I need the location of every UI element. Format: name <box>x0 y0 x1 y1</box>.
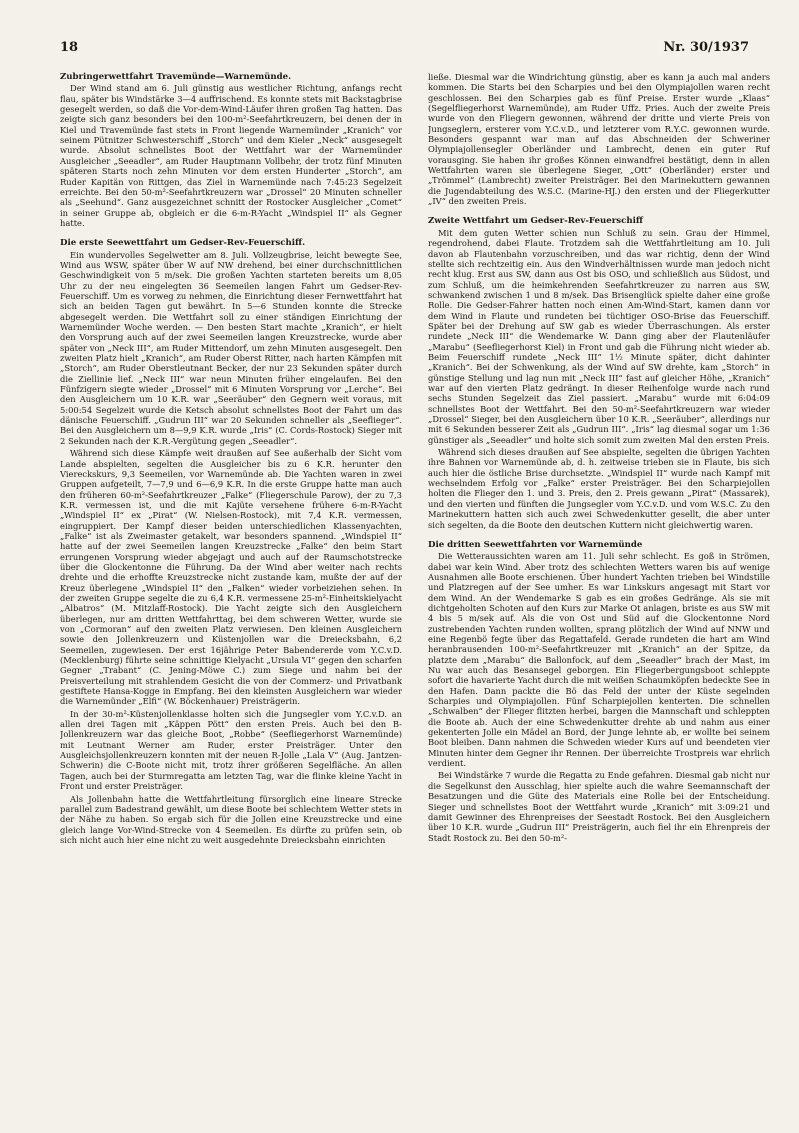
paragraph: Mit dem guten Wetter schien nun Schluß zu sein. Grau der Himmel, regendrohend, dabei Flaute. Trotzdem sah die Wettfahrtleitung am 10. Juli davon ab Flautenbahn vorzuschreiben, und das war richtig, denn der Wind stellte sich rechtzeitig ein. Aus den Windverhältnissen wurde man jedoch nicht recht klug. Erst aus SW, dann aus Ost bis OSO, und schließlich aus Südost, und zum Schluß, um die heimkehrenden Seefahrtkreuzer zu narren aus SW, schwankend zwischen 1 und 8 m/sek. Das Brisenglück spielte daher eine große Rolle. Die Gedser-Fahrer hatten noch einen Am-Wind-Start, kamen dann vor dem Wind in Flaute und rundeten bei tüchtiger OSO-Brise das Feuerschiff. Später bei der Drehung auf SW gab es wieder Überraschungen. Als erster rundete „Neck III“ die Wendemarke W. Dann ging aber der Flautenläufer „Marabu“ (Seefliegerhorst Kiel) in Front und gab die Führung nicht wieder ab. Beim Feuerschiff rundete „Neck III“ 1½ Minute später, dicht dahinter „Kranich“. Bei der Schwenkung, als der Wind auf SW drehte, kam „Storch“ in günstige Stellung und lag nun mit „Neck III“ fast auf gleicher Höhe, „Kranich“ war auf den vierten Platz gedrängt. In dieser Reihenfolge wurde nach rund sechs Stunden Segelzeit das Ziel passiert. „Marabu“ wurde mit 6:04:09 schnellstes Boot der Wettfahrt. Bei den 50-m²-Seefahrtkreuzern war wieder „Drossel“ Sieger, bei den Ausgleichern über 10 K.R. „Seeräuber“, allerdings nur mit 6 Sekunden besserer Zeit als „Gudrun III“. „Iris“ lag diesmal sogar um 1:36 günstiger als „Seeadler“ und holte sich somit zum zweiten Mal den ersten Preis. <box>428 227 770 445</box>
paragraph: Während sich dieses draußen auf See abspielte, segelten die übrigen Yachten ihre Bahnen vor Warnemünde ab, d. h. zeitweise trieben sie in Flaute, bis sich auch hier die östliche Brise durchsetzte. „Windspiel II“ wurde nach Kampf mit wechselndem Erfolg vor „Falke“ erster Preisträger. Bei den Scharpiejollen holten die Flieger den 1. und 3. Preis, den 2. Preis gewann „Pirat“ (Massarek), und den vierten und fünften die Jungsegler vom Y.C.v.D. und vom W.S.C. Zu den Marinekuttern hatten sich auch zwei Schwedenkutter gesellt, die aber unter sich segelten, da die Boote den deutschen Kuttern nicht gleichwertig waren. <box>428 447 770 530</box>
paragraph: Während sich diese Kämpfe weit draußen auf See außerhalb der Sicht vom Lande abspielten, segelten die Ausgleicher bis zu 6 K.R. herunter den Viereckskurs, 9,3 Seemeilen, vor Warnemünde ab. Die Yachten waren in zwei Gruppen aufgeteilt, 7—7,9 und 6—6,9 K.R. In die erste Gruppe hatte man auch den früheren 60-m²-Seefahrtkreuzer „Falke“ (Fliegerschule Parow), der zu 7,3 K.R. vermessen ist, und die mit Kajüte versehene frühere 6-m-R-Yacht „Windspiel II“ ex „Pirat“ (W. Nielsen-Rostock), mit 7,4 K.R. vermessen, eingruppiert. Der Kampf dieser beiden unterschiedlichen Klassenyachten, „Falke“ ist als Zweimaster getakelt, war besonders spannend. „Windspiel II“ hatte auf der zwei Seemeilen langen Kreuzstrecke „Falke“ den beim Start errungenen Vorsprung wieder abgejagt und auch auf der Raumschotstrecke über die Glockentonne die Führung. Da der Wind aber weiter nach rechts drehte und die erhoffte Kreuzstrecke nicht zustande kam, mußte der auf der Kreuz überlegene „Windspiel II“ den „Falken“ wieder vorbeiziehen sehen. In der zweiten Gruppe segelte die zu 6,4 K.R. vermessene 25-m²-Einheitskielyacht „Albatros“ (M. Mitzlaff-Rostock). Die Yacht zeigte sich den Ausgleichern überlegen, nur am dritten Wettfahrttag, bei dem schweren Wetter, wurde sie von „Cormoran“ auf den zweiten Platz verwiesen. Den kleinen Ausgleichern sowie den Jollenkreuzern und Küstenjollen war die Dreiecksbahn, 6,2 Seemeilen, zugewiesen. Der erst 16jährige Peter Babendererde vom Y.C.v.D. (Mecklenburg) führte seine schnittige Kielyacht „Ursula VI“ gegen den scharfen Gegner „Trabant“ (C. Jening-Möwe C.) zum Siege und nahm bei der Preisverteilung mit strahlendem Gesicht die von der Commerz- und Privatbank gestiftete Hansa-Kogge in Empfang. Bei den kleinsten Ausgleichern war wieder die Warnemünder „Elfi“ (W. Böckenhauer) Preisträgerin. <box>60 448 402 707</box>
section-heading: Zubringerwettfahrt Travemünde—Warnemünde. <box>60 72 292 82</box>
left-column <box>60 72 402 1112</box>
paragraph: ließe. Diesmal war die Windrichtung günstig, aber es kann ja auch mal anders kommen. Die Starts bei den Scharpies und bei den Olympiajollen waren recht geschlossen. Bei den Scharpies gab es fünf Preise. Erster wurde „Klaas“ (Segelfliegerhorst Warnemünde), am Ruder Uffz. Pries. Auch der zweite Preis wurde von den Fliegern gewonnen, während der dritte und vierte Preis von Jungseglern, ersterer vom Y.C.v.D., und letzterer vom R.Y.C. gewonnen wurde. Besonders gespannt war man auf das Abschneiden der Schweriner Olympiajollensegler Oberländer und Lambrecht, denen ein guter Ruf vorausging. Sie haben ihr großes Können einwandfrei bestätigt, denn in allen Wettfahrten waren sie überlegene Sieger, „Ott“ (Oberländer) erster und „Trömmel“ (Lambrecht) zweiter Preisträger. Bei den Marinekuttern gewannen die Jugendabteilung des W.S.C. (Marine-HJ.) den ersten und der Fliegerkutter „IV“ den zweiten Preis. <box>428 72 770 207</box>
right-column <box>428 72 770 1112</box>
issue-number: Nr. 30/1937 <box>663 40 749 55</box>
paragraph: Die Wetteraussichten waren am 11. Juli sehr schlecht. Es goß in Strömen, dabei war kein Wind. Aber trotz des schlechten Wetters waren bis auf wenige Ausnahmen alle Boote erschienen. Über hundert Yachten trieben bei Windstille und Platzregen auf der See umher. Es war Linkskurs angesagt mit Start vor dem Wind. An der Wendemarke S gab es ein großes Gedränge. Als sie mit dichtgeholten Schoten auf den Kurs zur Marke Ot anlagen, briste es aus SW mit 4 bis 5 m/sek auf. Als die von Ost und Süd auf die Glockentonne Nord zustrebenden Yachten runden wollten, sprang plötzlich der Wind auf NNW und eine Regenbö fegte über das Regattafeld. Gerade rundeten die hart am Wind heranbrausenden 100-m²-Seefahrtkreuzer mit „Kranich“ an der Spitze, da platzte dem „Marabu“ die Ballonfock, auf dem „Seeadler“ brach der Mast, im Nu war auch das Besansegel geborgen. Ein Fliegerbergungsboot schleppte sofort die havarierte Yacht durch die mit weißen Schaumköpfen bedeckte See in den Hafen. Dann packte die Bö das Feld der unter der Küste segelnden Scharpies und Olympiajollen. Fünf Scharpiejollen kenterten. Die schnellen „Schwalben“ der Flieger flitzten herbei, bargen die Mannschaft und schleppten die Boote ab. Auch der eine Schwedenkutter drehte ab und nahm aus einer gekenterten Jolle ein Mädel an Bord, der Junge lehnte ab, er wollte bei seinem Boot bleiben. Dann nahmen die Schweden wieder Kurs auf und beendeten vier Minuten hinter dem Gegner ihr Rennen. Der überreichte Trostpreis war ehrlich verdient. <box>428 551 770 769</box>
paragraph: In der 30-m²-Küstenjollenklasse holten sich die Jungsegler vom Y.C.v.D. an allen drei Tagen mit „Käppen Pött“ den ersten Preis. Auch bei den B-Jollenkreuzern war das gleiche Boot, „Robbe“ (Seefliegerhorst Warnemünde) mit Leutnant Werner am Ruder, erster Preisträger. Unter den Ausgleichsjollenkreuzern konnten mit der neuen R-Jolle „Lala V“ (Aug. Jantzen-Schwerin) die C-Boote nicht mit, trotz ihrer größeren Segelfläche. An allen Tagen, auch bei der Sturmregatta am letzten Tag, war die flinke kleine Yacht in Front und erster Preisträger. <box>60 708 402 792</box>
paragraph: Bei Windstärke 7 wurde die Regatta zu Ende gefahren. Diesmal gab nicht nur die Segelkunst den Ausschlag, hier spielte auch die wahre Seemannschaft der Besatzungen und die Güte des Materials eine Rolle bei der Entscheidung. Sieger und schnellstes Boot der Wettfahrt wurde „Kranich“ mit 3:09:21 und damit Gewinner des Ehrenpreises der Seestadt Rostock. Bei den Ausgleichern über 10 K.R. wurde „Gudrun III“ Preisträgerin, auch fiel ihr ein Ehrenpreis der Stadt Rostock zu. Bei den 50-m²- <box>428 770 770 843</box>
paragraph: Als Jollenbahn hatte die Wettfahrtleitung fürsorglich eine lineare Strecke parallel zum Badestrand gewählt, um diese Boote bei schlechtem Wetter stets in der Nähe zu haben. So ergab sich für die Jollen eine Kreuzstrecke und eine gleich lange Vor-Wind-Strecke von 4 Seemeilen. Es dürfte zu prüfen sein, ob sich nicht auch hier eine nicht zu weit ausgedehnte Dreiecksbahn einrichten <box>60 793 402 845</box>
section-heading: Zweite Wettfahrt um Gedser-Rev-Feuerschiff <box>428 216 643 227</box>
section-heading: Die dritten Seewettfahrten vor Warnemünde <box>428 539 643 550</box>
section-heading: Die erste Seewettfahrt um Gedser-Rev-Feuerschiff. <box>60 238 306 249</box>
paragraph: Ein wundervolles Segelwetter am 8. Juli. Vollzeugbrise, leicht bewegte See, Wind aus WSW, später über W auf NW drehend, bei einer durchschnittlichen Geschwindigkeit von 5 m/sek. Die großen Yachten starteten bereits um 8,05 Uhr zu der neu eingelegten 36 Seemeilen langen Fahrt um Gedser-Rev-Feuerschiff. Um es vorweg zu nehmen, die Einrichtung dieser Fernwettfahrt hat sich an beiden Tagen gut bewährt. In 5—6 Stunden konnte die Strecke abgesegelt werden. Die Wettfahrt soll zu einer ständigen Einrichtung der Warnemünder Woche werden. — Den besten Start machte „Kranich“, er hielt den Vorsprung auch auf der zwei Seemeilen langen Kreuzstrecke, wurde aber später von „Neck III“, am Ruder Mittendorf, um zehn Minuten ausgesegelt. Den zweiten Platz hielt „Kranich“, am Ruder Oberst Ritter, nach harten Kämpfen mit „Storch“, am Ruder Oberstleutnant Becker, der nur 23 Sekunden später durch die Ziellinie lief. „Neck III“ war neun Minuten früher eingelaufen. Bei den Fünfzigern siegte wieder „Drossel“ mit 6 Minuten Vorsprung vor „Lerche“. Bei den Ausgleichern um 10 K.R. war „Seeräuber“ den Gegnern weit voraus, mit 5:00:54 Segelzeit wurde die Ketsch absolut schnellstes Boot der Fahrt um das dänische Feuerschiff. „Gudrun III“ war 20 Sekunden schneller als „Seeflieger“. Bei den Ausgleichern um 8—9,9 K.R. wurde „Iris“ (C. Cords-Rostock) Sieger mit 2 Sekunden nach der K.R.-Vergütung gegen „Seeadler“. <box>60 249 402 446</box>
page-number: 18 <box>60 40 79 55</box>
paragraph: Der Wind stand am 6. Juli günstig aus westlicher Richtung, anfangs recht flau, später bis Windstärke 3—4 auffrischend. Es konnte stets mit Backstagbrise gesegelt werden, so daß die Vor-dem-Wind-Läufer ihren großen Tag hatten. Das zeigte sich ganz besonders bei den 100-m²-Seefahrtkreuzern, bei denen der in Kiel und Travemünde fast stets in Front liegende Warnemünder „Kranich“ vor seinem Pütnitzer Schwesterschiff „Storch“ und dem Kieler „Neck“ ausgesegelt wurde. Absolut schnellstes Boot der Wettfahrt war der Warnemünder Ausgleicher „Seeadler“, am Ruder Hauptmann Vollbehr, der trotz fünf Minuten späteren Starts noch zehn Minuten vor dem ersten Hunderter „Storch“, am Ruder Kapitän von Rittgen, das Ziel in Warnemünde nach 7:45:23 Segelzeit erreichte. Bei den 50-m²-Seefahrtkreuzern war „Drossel“ 20 Minuten schneller als „Seehund“. Ganz ausgezeichnet schnitt der Rostocker Ausgleicher „Comet“ in seiner Gruppe ab, obgleich er die 6-m-R-Yacht „Windspiel II“ als Gegner hatte. <box>60 83 402 228</box>
